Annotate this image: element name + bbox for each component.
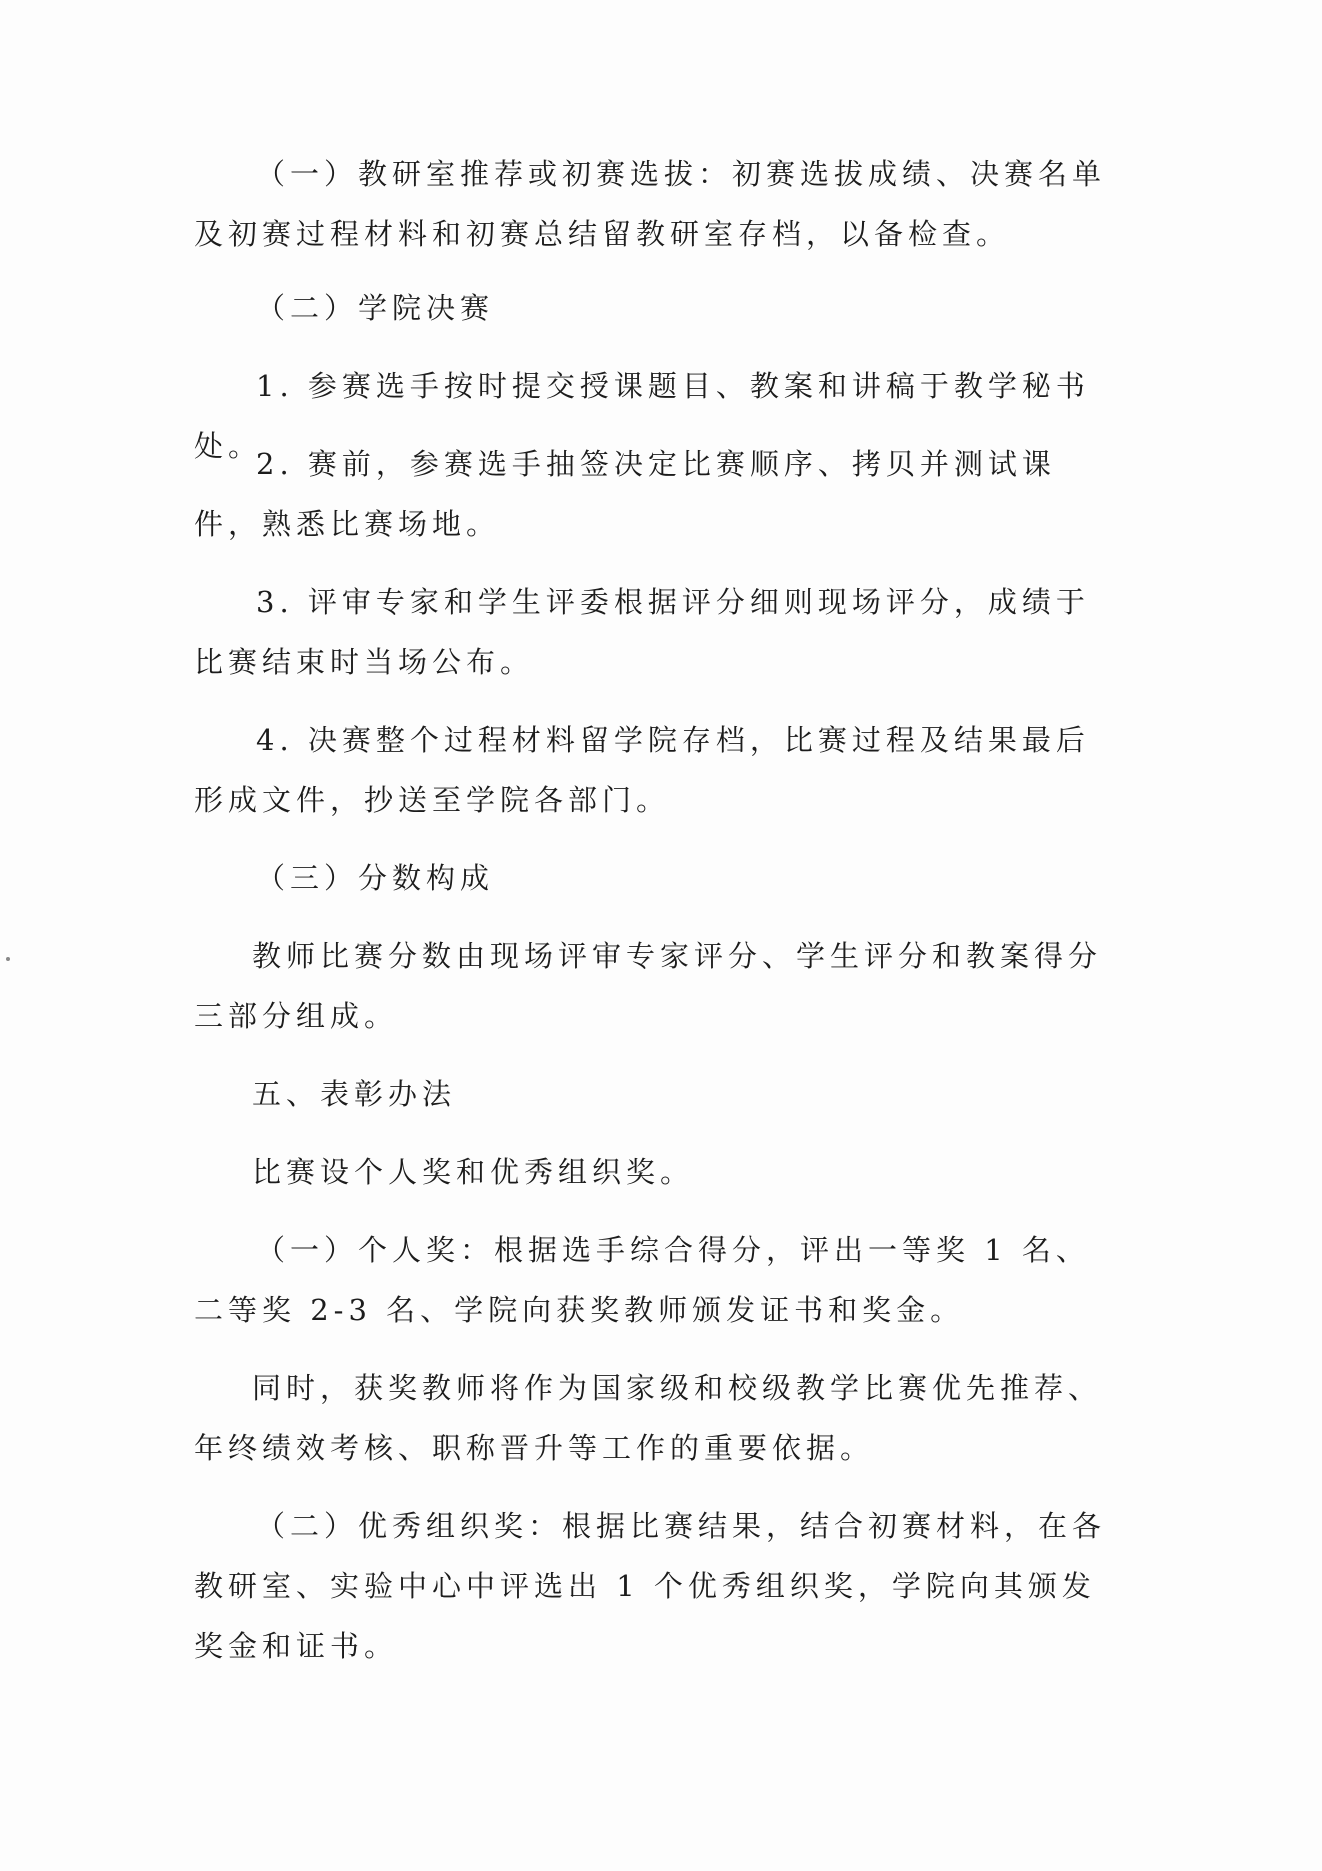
paragraph-award-types: 比赛设个人奖和优秀组织奖。 bbox=[252, 1155, 695, 1189]
list-item-2: 2. 赛前，参赛选手抽签决定比赛顺序、拷贝并测试课件，熟悉比赛场地。 bbox=[194, 447, 1056, 541]
list-item-1: 1. 参赛选手按时提交授课题目、教案和讲稿于教学秘书处。 bbox=[194, 369, 1090, 463]
heading-commendation: 五、表彰办法 bbox=[252, 1077, 457, 1111]
heading-college-final: （二）学院决赛 bbox=[256, 291, 495, 325]
list-item-4: 4. 决赛整个过程材料留学院存档，比赛过程及结果最后形成文件，抄送至学院各部门。 bbox=[194, 723, 1090, 817]
paragraph-individual-award: （一）个人奖：根据选手综合得分，评出一等奖 1 名、二等奖 2-3 名、学院向获奖教师颁发证书和奖金。 bbox=[194, 1233, 1090, 1327]
paragraph-score-composition: 教师比赛分数由现场评审专家评分、学生评分和教案得分三部分组成。 bbox=[194, 939, 1103, 1033]
paragraph-award-usage: 同时，获奖教师将作为国家级和校级教学比赛优先推荐、年终绩效考核、职称晋升等工作的重要依据。 bbox=[194, 1371, 1103, 1465]
paragraph-preliminary-selection: （一）教研室推荐或初赛选拔：初赛选拔成绩、决赛名单及初赛过程材料和初赛总结留教研室存档，以备检查。 bbox=[194, 157, 1107, 251]
heading-score-composition: （三）分数构成 bbox=[256, 861, 495, 895]
paragraph-organization-award: （二）优秀组织奖：根据比赛结果，结合初赛材料，在各教研室、实验中心中评选出 1 个优秀组织奖，学院向其颁发奖金和证书。 bbox=[194, 1509, 1107, 1663]
scan-speck bbox=[6, 957, 10, 961]
list-item-3: 3. 评审专家和学生评委根据评分细则现场评分，成绩于比赛结束时当场公布。 bbox=[194, 585, 1090, 679]
